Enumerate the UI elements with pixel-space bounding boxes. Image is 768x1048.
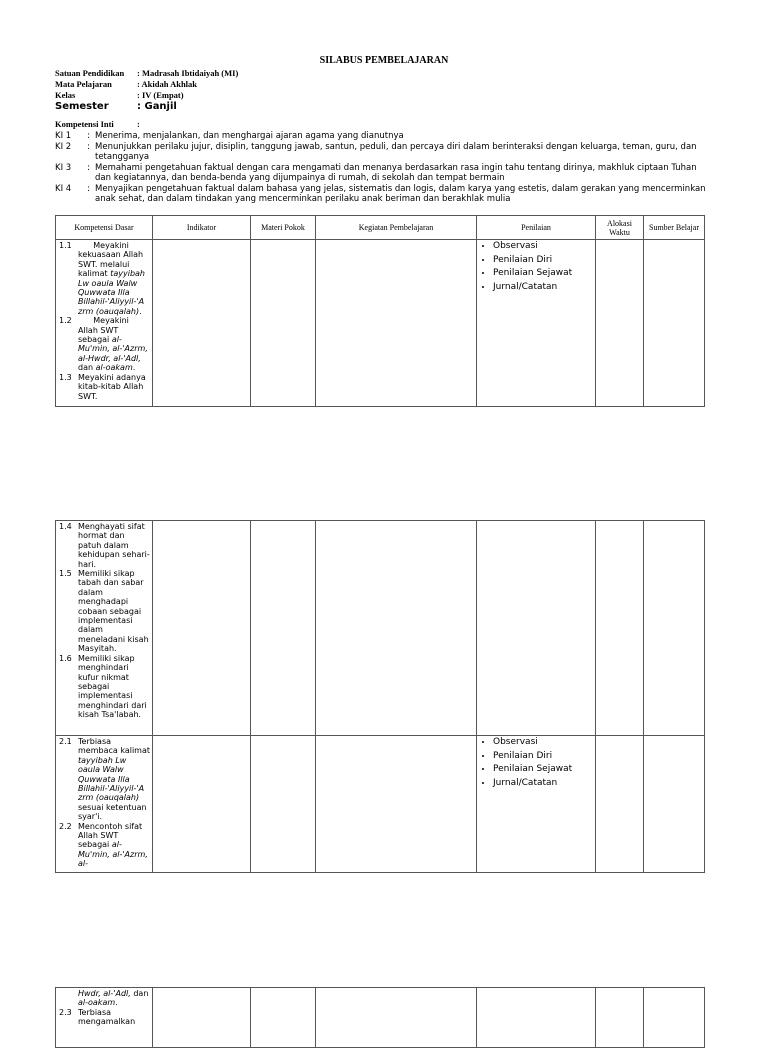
- table-header-row: [56, 216, 705, 240]
- kd-text: Memiliki sikap menghindari kufur nikmat sebagai implementasi menghindari dari kisah Tsa'labah.: [78, 653, 147, 720]
- penilaian-item: • Penilaian Sejawat: [493, 267, 595, 281]
- kd-cell: [56, 521, 153, 736]
- ki-heading-colon: :: [137, 119, 140, 129]
- kd-item: [59, 654, 150, 720]
- kd-text: Mencontoh sifat Allah SWT sebagai al-Mu'min, al-'Azrm, al-: [78, 821, 148, 869]
- header-penilaian: Penilaian: [477, 216, 596, 240]
- alokasi-cell: [596, 736, 644, 873]
- header-indikator: Indikator: [153, 216, 251, 240]
- ki-colon: :: [87, 131, 90, 141]
- kd-number: 1.4: [59, 522, 72, 531]
- penilaian-item: • Observasi: [493, 240, 595, 254]
- kd-item: [59, 822, 150, 869]
- ki-item: [55, 142, 710, 163]
- kd-item: [59, 373, 150, 401]
- header-alokasi-waktu: Alokasi Waktu: [596, 216, 644, 240]
- indikator-cell: [153, 988, 251, 1048]
- header-kegiatan-pembelajaran: Kegiatan Pembelajaran: [316, 216, 477, 240]
- syllabus-table-2: [55, 520, 705, 873]
- ki-item: [55, 184, 710, 205]
- meta-value: : Akidah Akhlak: [137, 79, 198, 89]
- table-row: [56, 736, 705, 873]
- penilaian-list: [477, 240, 595, 294]
- meta-row: [55, 68, 455, 79]
- sumber-cell: [644, 988, 705, 1048]
- kd-text: Hwdr, al-'Adl, dan al-oakam.: [78, 989, 149, 1008]
- kd-item: [59, 737, 150, 822]
- kd-text: Terbiasa membaca kalimat tayyibah Lw oaula Walw Quwwata Illa Billahil-'Aliyyil-'A zrm (oauqalah) sesuai ketentuan syar'i.: [78, 737, 151, 822]
- kd-text: Memiliki sikap tabah dan sabar dalam menghadapi cobaan sebagai implementasi dalam meneladani kisah Masyitah.: [78, 569, 149, 654]
- materi-cell: [251, 521, 316, 736]
- ki-heading-label: Kompetensi Inti: [55, 119, 114, 129]
- alokasi-cell: [596, 521, 644, 736]
- ki-code: KI 2: [55, 141, 72, 152]
- penilaian-item: • Jurnal/Catatan: [493, 281, 595, 295]
- penilaian-cell: [477, 521, 596, 736]
- kd-cell: [56, 988, 153, 1048]
- meta-value: : IV (Empat): [137, 90, 184, 100]
- ki-text: Menyajikan pengetahuan faktual dalam bahasa yang jelas, sistematis dan logis, dalam karya yang estetis, dalam gerakan yang mencerminkan anak sehat, dan dalam tindakan yang mencerminkan perilaku anak beriman dan berakhlak mulia: [95, 183, 706, 204]
- meta-value: : Madrasah Ibtidaiyah (MI): [137, 68, 239, 78]
- penilaian-item: • Penilaian Diri: [493, 750, 595, 764]
- penilaian-item: • Penilaian Diri: [493, 254, 595, 268]
- table-row: [56, 988, 705, 1048]
- meta-row: [55, 101, 455, 113]
- ki-text: Menunjukkan perilaku jujur, disiplin, tanggung jawab, santun, peduli, dan percaya diri dalam berinteraksi dengan keluarga, teman, guru, dan tetangganya: [95, 141, 697, 162]
- kegiatan-cell: [316, 521, 477, 736]
- header-materi-pokok: Materi Pokok: [251, 216, 316, 240]
- ki-colon: :: [87, 141, 90, 152]
- materi-cell: [251, 736, 316, 873]
- kd-number: 1.5: [59, 569, 72, 579]
- ki-code: KI 1: [55, 131, 72, 141]
- meta-label: Mata Pelajaran: [55, 79, 112, 89]
- page-title: SILABUS PEMBELAJARAN: [319, 55, 449, 66]
- ki-list: [55, 131, 710, 205]
- ki-code: KI 4: [55, 183, 72, 194]
- syllabus-meta: [55, 68, 455, 113]
- materi-cell: [251, 240, 316, 407]
- kd-item: [59, 522, 150, 569]
- meta-label: Satuan Pendidikan: [55, 68, 125, 78]
- header-kompetensi-dasar: Kompetensi Dasar: [56, 216, 153, 240]
- kd-text: Meyakini adanya kitab-kitab Allah SWT.: [78, 372, 146, 401]
- kd-cell: [56, 240, 153, 407]
- meta-row: [55, 90, 455, 101]
- kegiatan-cell: [316, 736, 477, 873]
- alokasi-cell: [596, 240, 644, 407]
- ki-item: [55, 131, 710, 142]
- penilaian-item: • Jurnal/Catatan: [493, 777, 595, 791]
- syllabus-table-1: [55, 215, 705, 407]
- kd-cell: [56, 736, 153, 873]
- ki-text: Menerima, menjalankan, dan menghargai ajaran agama yang dianutnya: [95, 131, 404, 141]
- kd-item: [59, 316, 150, 372]
- ki-heading: [55, 119, 140, 129]
- meta-row: [55, 79, 455, 90]
- sumber-cell: [644, 521, 705, 736]
- penilaian-item: • Penilaian Sejawat: [493, 763, 595, 777]
- table-row: [56, 521, 705, 736]
- alokasi-cell: [596, 988, 644, 1048]
- kd-number: 2.2: [59, 821, 72, 831]
- header-sumber-belajar: Sumber Belajar: [644, 216, 705, 240]
- kd-text: Menghayati sifat hormat dan patuh dalam kehidupan sehari-hari.: [78, 522, 150, 569]
- penilaian-item: • Observasi: [493, 736, 595, 750]
- sumber-cell: [644, 736, 705, 873]
- kd-item: [59, 241, 150, 316]
- meta-label: Semester: [55, 101, 109, 112]
- meta-value: : Ganjil: [137, 101, 177, 112]
- syllabus-table-3: [55, 987, 705, 1048]
- indikator-cell: [153, 240, 251, 407]
- kd-item: [59, 989, 150, 1008]
- indikator-cell: [153, 736, 251, 873]
- kd-item: [59, 569, 150, 654]
- materi-cell: [251, 988, 316, 1048]
- ki-text: Memahami pengetahuan faktual dengan cara mengamati dan menanya berdasarkan rasa ingin tahu tentang dirinya, makhluk ciptaan Tuhan dan kegiatannya, dan benda-benda yang dijumpainya di rumah, di sekolah dan tempat bermain: [95, 162, 697, 183]
- ki-colon: :: [87, 162, 90, 173]
- ki-code: KI 3: [55, 162, 72, 173]
- ki-item: [55, 163, 710, 184]
- ki-colon: :: [87, 183, 90, 194]
- kd-number: 2.1: [59, 737, 72, 746]
- penilaian-cell: [477, 988, 596, 1048]
- kd-number: 1.1: [59, 241, 72, 250]
- kd-number: 2.3: [59, 1007, 72, 1017]
- kegiatan-cell: [316, 988, 477, 1048]
- penilaian-list: [477, 736, 595, 790]
- meta-label: Kelas: [55, 90, 76, 100]
- kd-number: 1.6: [59, 653, 72, 663]
- indikator-cell: [153, 521, 251, 736]
- sumber-cell: [644, 240, 705, 407]
- kd-text: Terbiasa mengamalkan: [78, 1007, 136, 1027]
- table-row: [56, 240, 705, 407]
- kd-number: 1.3: [59, 372, 72, 382]
- penilaian-cell: [477, 736, 596, 873]
- kegiatan-cell: [316, 240, 477, 407]
- kd-text: Meyakini kekuasaan Allah SWT. melalui kalimat tayyibah Lw oaula Walw Quwwata Illa Billahil-'Aliyyil-'A zrm (oauqalah).: [78, 241, 145, 316]
- penilaian-cell: [477, 240, 596, 407]
- kd-text: Meyakini Allah SWT sebagai al-Mu'min, al-'Azrm, al-Hwdr, al-'Adl, dan al-oakam.: [78, 316, 148, 373]
- kd-number: 1.2: [59, 316, 72, 326]
